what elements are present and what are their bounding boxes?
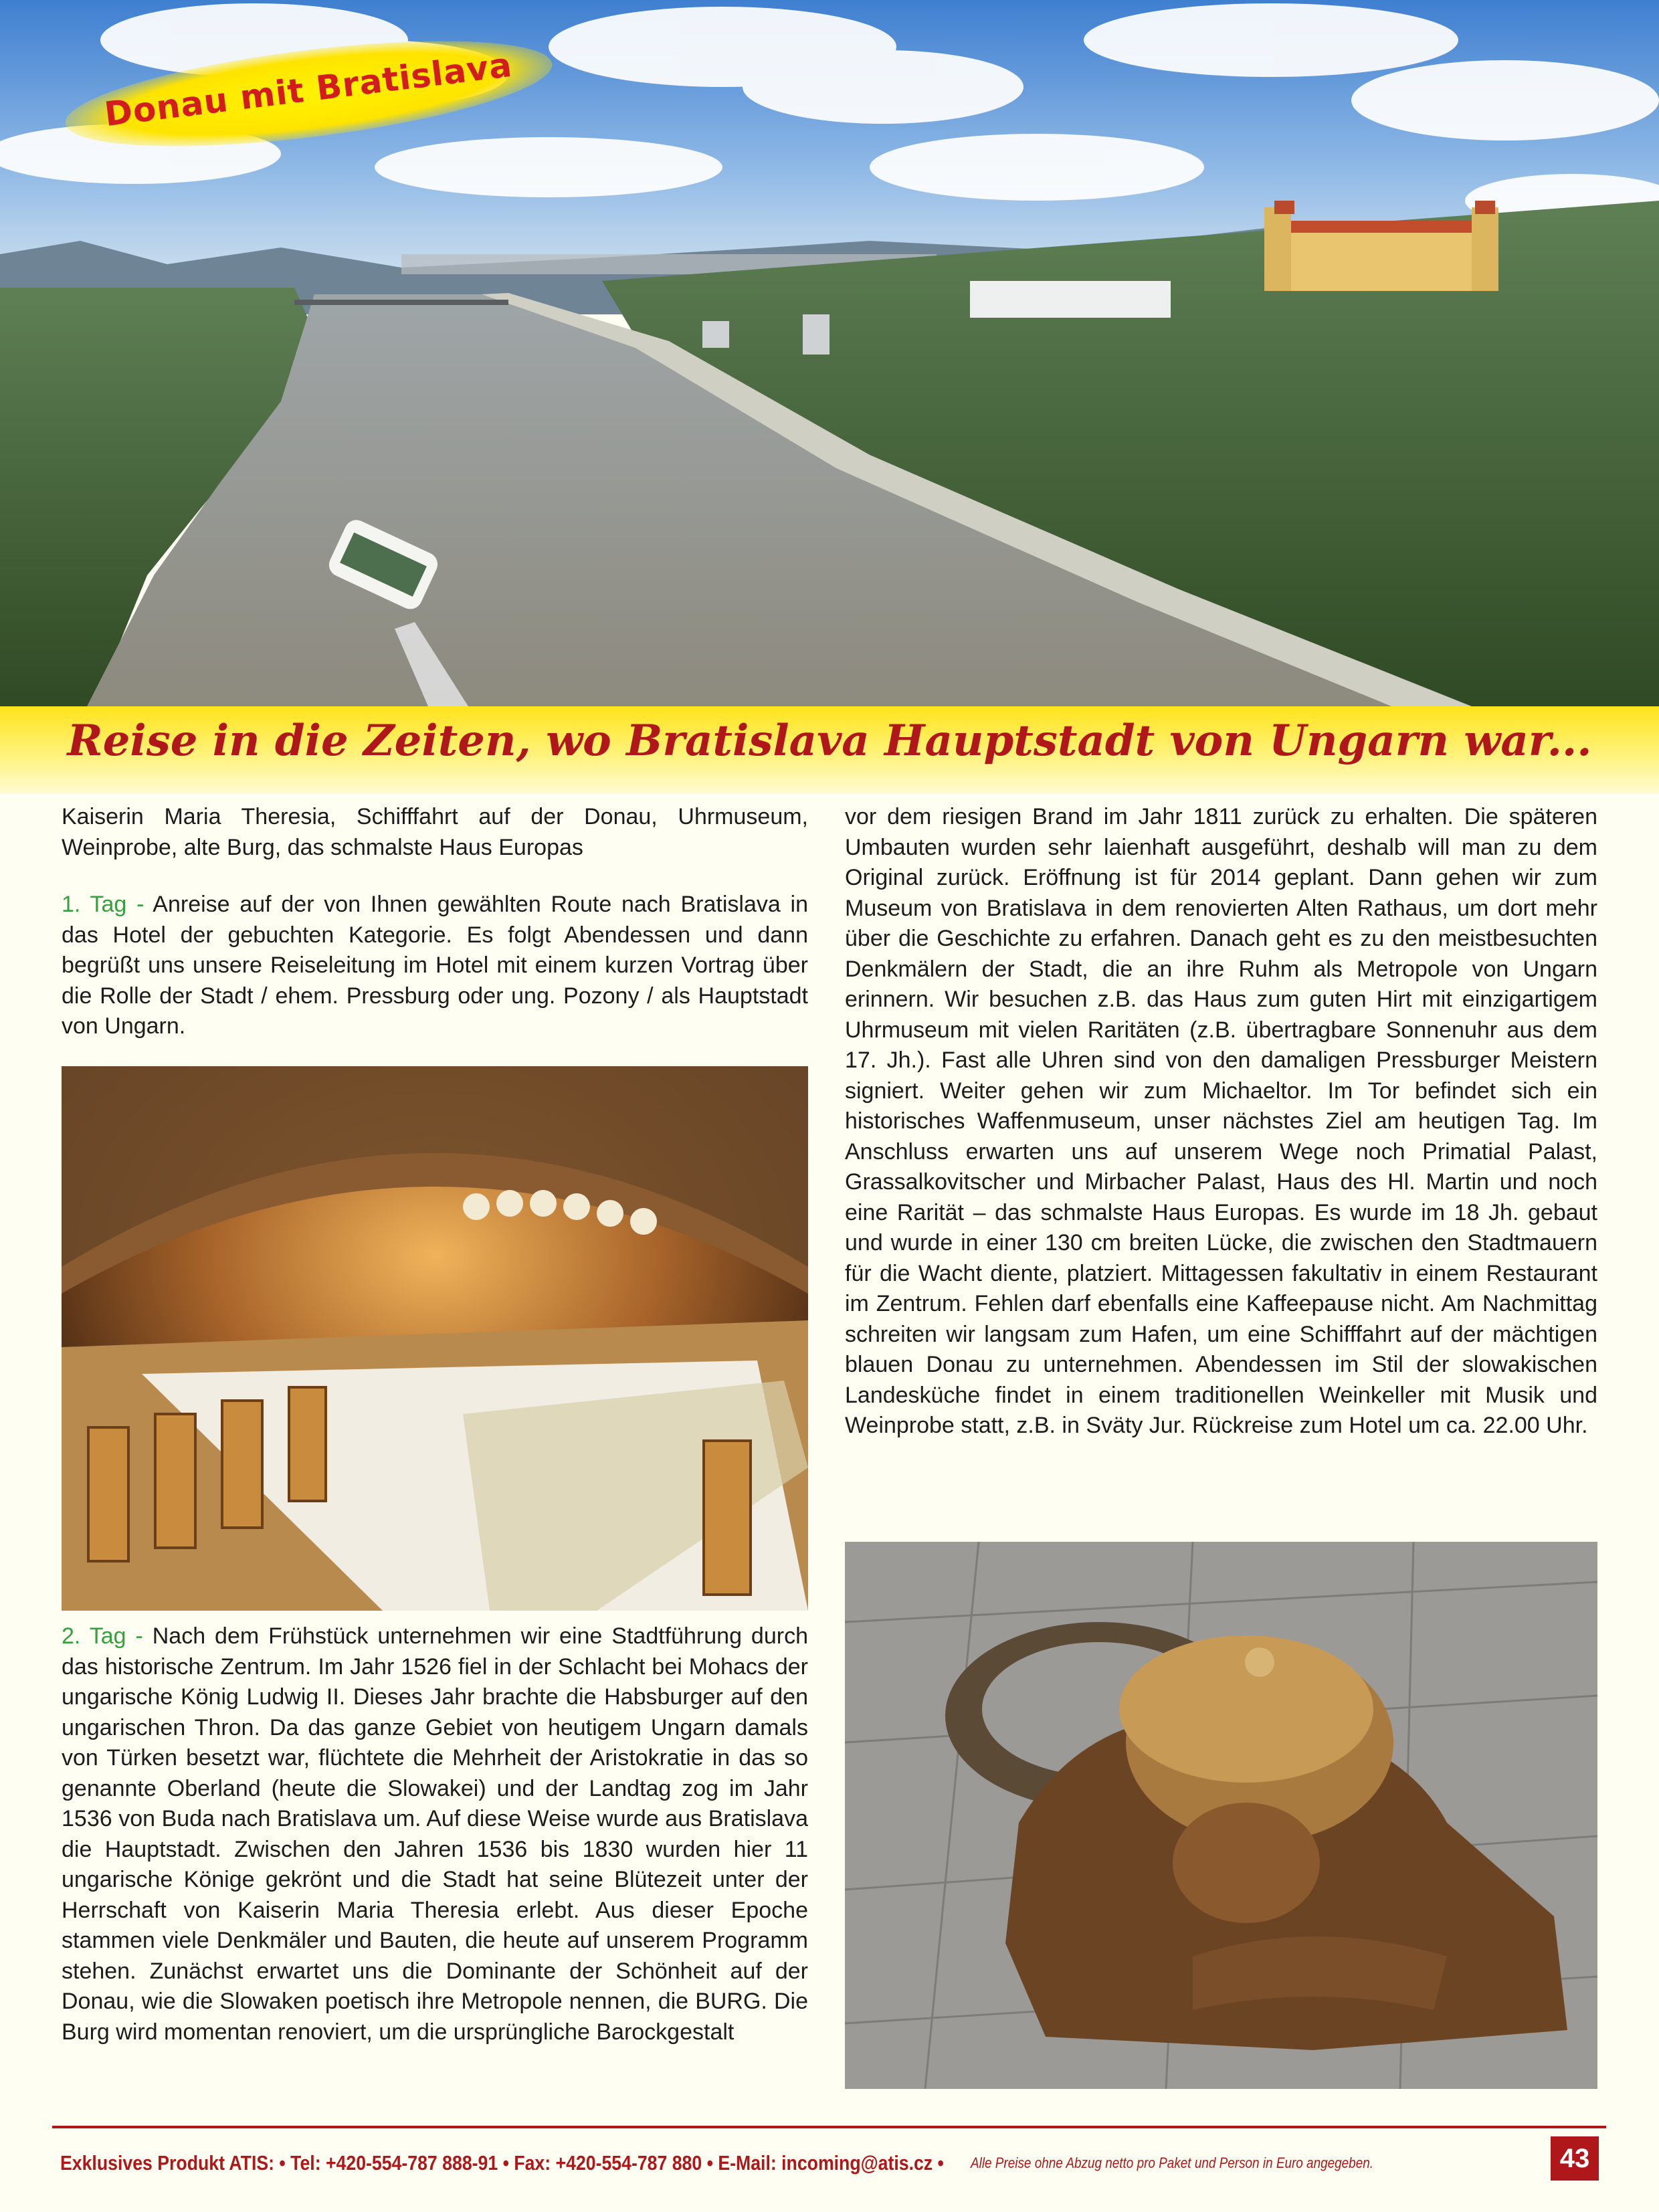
footer-rule (52, 2126, 1606, 2128)
hero-photo-danube-bratislava (0, 0, 1659, 706)
cumil-statue-photo (845, 1542, 1597, 2089)
day2-text: Nach dem Frühstück unternehmen wir eine Stadtführung durch das historische Zentrum. Im Jahr 1526 fiel in der Schlacht bei Mohacs der ungarische König Ludwig II. Dieses Jahr brachte die Habsburger auf den ungarischen Thron. Da das ganze Gebiet von heutigem Ungarn damals von Türken besetzt war, flüchtete die Mehrheit der Aristokratie in das so genannte Oberland (heute die Slowakei) und der Landtag zog im Jahr 1536 von Buda nach Bratislava um. Auf diese Weise wurde aus Bratislava die Hauptstadt. Zwischen den Jahren 1536 bis 1830 wurden hier 11 ungarische Könige gekrönt und die Stadt hat seine Blütezeit unter der Herrschaft von Kaiserin Maria Theresia erlebt. Aus dieser Epoche stammen viele Denkmäler und Bauten, die heute auf unserem Programm stehen. Zunächst erwartet uns die Dominante der Schönheit auf der Donau, wie die Slowaken poetisch ihre Metropole nennen, die BURG. Die Burg wird momentan renoviert, um die ursprüngliche Barockgestalt (62, 1623, 808, 2045)
wine-cellar-photo (62, 1066, 808, 1611)
column-two-paragraph (845, 802, 1597, 1441)
footer-price-note: Alle Preise ohne Abzug netto pro Paket und Person in Euro angegeben. (970, 2154, 1373, 2171)
footer-contact: Exklusives Produkt ATIS: • Tel: +420-554-787 888-91 • Fax: +420-554-787 880 • E-Mail: incoming@atis.cz • (60, 2151, 944, 2175)
page-number: 43 (1551, 2136, 1599, 2181)
wine-cellar-illustration (62, 1066, 808, 1611)
day1-paragraph (62, 890, 808, 1042)
intro-text: Kaiserin Maria Theresia, Schifffahrt auf der Donau, Uhrmuseum, Weinprobe, alte Burg, das schmalste Haus Europas (62, 804, 808, 860)
day1-label: 1. Tag - (62, 892, 144, 917)
day2-label: 2. Tag - (62, 1623, 143, 1649)
column-two-text: vor dem riesigen Brand im Jahr 1811 zurück zu erhalten. Die späteren Umbauten wurden sehr laienhaft ausgeführt, deshalb will man zu dem Original zurück. Eröffnung ist für 2014 geplant. Dann gehen wir zum Museum von Bratislava in dem renovierten Alten Rathaus, um dort mehr über die Geschichte zu erfahren. Danach geht es zu den meistbesuchten Denkmälern der Stadt, die an ihre Ruhm als Metropole von Ungarn erinnern. Wir besuchen z.B. das Haus zum guten Hirt mit einzigartigem Uhrmuseum mit vielen Raritäten (z.B. übertragbare Sonnenuhr aus dem 17. Jh.). Fast alle Uhren sind von den damaligen Pressburger Meistern signiert. Weiter gehen wir zum Michaeltor. Im Tor befindet sich ein historisches Waffenmuseum, unser nächstes Ziel am heutigen Tag. Im Anschluss erwarten uns auf unserem Wege noch Primatial Palast, Grassalkovitscher und Mirbacher Palast, Haus des Hl. Martin und noch eine Rarität – das schmalste Haus Europas. Es wurde im 18 Jh. gebaut und wurde in einer 130 cm breiten Lücke, die zwischen den Stadtmauern für die Wacht diente, platziert. Mittagessen fakultativ in einem Restaurant im Zentrum. Fehlen darf ebenfalls eine Kaffeepause nicht. Am Nachmittag schreiten wir langsam zum Hafen, um eine Schifffahrt auf der mächtigen blauen Donau zu unternehmen. Abendessen im Stil der slowakischen Landesküche findet in einem traditionellen Weinkeller mit Musik und Weinprobe statt, z.B. in Sväty Jur. Rückreise zum Hotel um ca. 22.00 Uhr. (845, 804, 1597, 1438)
page-headline: Reise in die Zeiten, wo Bratislava Hauptstadt von Ungarn war... (67, 716, 1592, 766)
day1-text: Anreise auf der von Ihnen gewählten Route nach Bratislava in das Hotel der gebuchten Kategorie. Es folgt Abendessen und dann begrüßt uns unsere Reiseleitung im Hotel mit einem kurzen Vortrag über die Rolle der Stadt / ehem. Pressburg oder ung. Pozony / als Hauptstadt von Ungarn. (62, 892, 808, 1039)
footer (60, 2140, 1547, 2186)
cumil-statue-illustration (845, 1542, 1597, 2089)
day2-paragraph (62, 1621, 808, 2047)
badge-text: Donau mit Bratislava (102, 45, 514, 134)
intro-paragraph (62, 802, 808, 863)
